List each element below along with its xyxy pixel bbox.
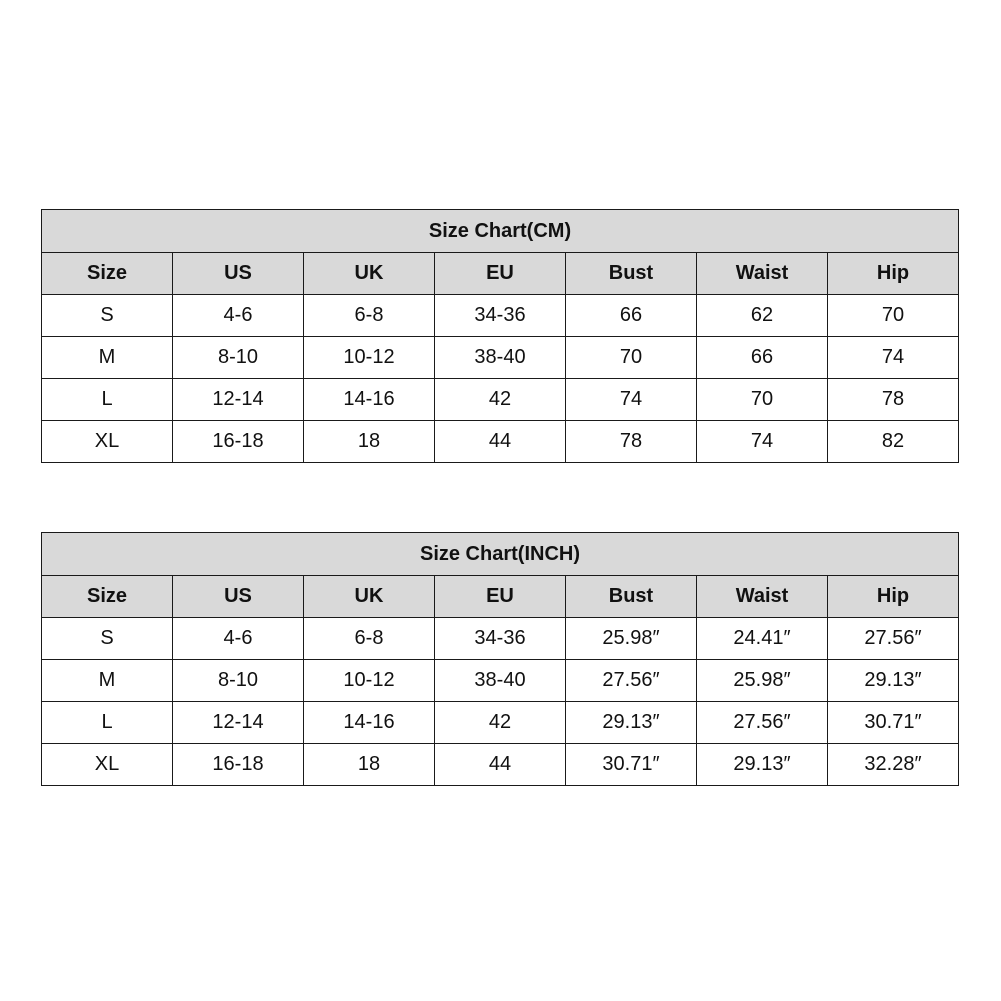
table-cell: M bbox=[42, 337, 173, 379]
table-cell: 6-8 bbox=[304, 618, 435, 660]
table-cell: 30.71″ bbox=[828, 702, 959, 744]
table-header-row bbox=[42, 253, 959, 295]
table-header-row bbox=[42, 576, 959, 618]
table-cell: 44 bbox=[435, 421, 566, 463]
table-cell: 25.98″ bbox=[697, 660, 828, 702]
column-header-eu: EU bbox=[435, 576, 566, 618]
table-cell: 8-10 bbox=[173, 337, 304, 379]
table-row bbox=[42, 702, 959, 744]
table-cell: 66 bbox=[566, 295, 697, 337]
table-cell: 16-18 bbox=[173, 744, 304, 786]
table-cell: 32.28″ bbox=[828, 744, 959, 786]
table-row bbox=[42, 295, 959, 337]
table-cell: 66 bbox=[697, 337, 828, 379]
column-header-hip: Hip bbox=[828, 576, 959, 618]
column-header-us: US bbox=[173, 253, 304, 295]
table-cell: 6-8 bbox=[304, 295, 435, 337]
table-cell: 29.13″ bbox=[697, 744, 828, 786]
table-cell: 34-36 bbox=[435, 295, 566, 337]
table-cell: 27.56″ bbox=[697, 702, 828, 744]
table-row bbox=[42, 421, 959, 463]
table-cell: 30.71″ bbox=[566, 744, 697, 786]
column-header-uk: UK bbox=[304, 253, 435, 295]
table-cell: 4-6 bbox=[173, 295, 304, 337]
table-cell: S bbox=[42, 295, 173, 337]
column-header-size: Size bbox=[42, 253, 173, 295]
table-cell: 12-14 bbox=[173, 702, 304, 744]
column-header-size: Size bbox=[42, 576, 173, 618]
table-title: Size Chart(INCH) bbox=[42, 533, 959, 576]
table-cell: 44 bbox=[435, 744, 566, 786]
table-cell: 10-12 bbox=[304, 660, 435, 702]
table-cell: 14-16 bbox=[304, 379, 435, 421]
table-row bbox=[42, 337, 959, 379]
table-cell: 24.41″ bbox=[697, 618, 828, 660]
table-cell: XL bbox=[42, 421, 173, 463]
table-cell: 27.56″ bbox=[828, 618, 959, 660]
table-cell: 12-14 bbox=[173, 379, 304, 421]
table-row bbox=[42, 660, 959, 702]
table-cell: L bbox=[42, 702, 173, 744]
table-cell: 78 bbox=[828, 379, 959, 421]
table-cell: 34-36 bbox=[435, 618, 566, 660]
table-cell: 70 bbox=[697, 379, 828, 421]
table-row bbox=[42, 379, 959, 421]
table-cell: 38-40 bbox=[435, 337, 566, 379]
table-row bbox=[42, 744, 959, 786]
table-title: Size Chart(CM) bbox=[42, 210, 959, 253]
table-cell: 38-40 bbox=[435, 660, 566, 702]
column-header-waist: Waist bbox=[697, 253, 828, 295]
table-title-row bbox=[42, 533, 959, 576]
size-chart-inch-table bbox=[41, 532, 959, 786]
table-cell: 74 bbox=[697, 421, 828, 463]
table-title-row bbox=[42, 210, 959, 253]
table-cell: 16-18 bbox=[173, 421, 304, 463]
table-cell: 10-12 bbox=[304, 337, 435, 379]
table-row bbox=[42, 618, 959, 660]
column-header-bust: Bust bbox=[566, 576, 697, 618]
size-chart-cm-table bbox=[41, 209, 959, 463]
table-cell: L bbox=[42, 379, 173, 421]
column-header-us: US bbox=[173, 576, 304, 618]
table-cell: 25.98″ bbox=[566, 618, 697, 660]
table-cell: 82 bbox=[828, 421, 959, 463]
table-cell: 4-6 bbox=[173, 618, 304, 660]
table-cell: XL bbox=[42, 744, 173, 786]
column-header-hip: Hip bbox=[828, 253, 959, 295]
table-cell: 18 bbox=[304, 421, 435, 463]
table-cell: 27.56″ bbox=[566, 660, 697, 702]
table-cell: 29.13″ bbox=[828, 660, 959, 702]
column-header-eu: EU bbox=[435, 253, 566, 295]
table-cell: 78 bbox=[566, 421, 697, 463]
table-cell: M bbox=[42, 660, 173, 702]
table-cell: 74 bbox=[566, 379, 697, 421]
table-cell: 29.13″ bbox=[566, 702, 697, 744]
table-cell: 74 bbox=[828, 337, 959, 379]
column-header-bust: Bust bbox=[566, 253, 697, 295]
table-cell: 18 bbox=[304, 744, 435, 786]
column-header-uk: UK bbox=[304, 576, 435, 618]
table-cell: S bbox=[42, 618, 173, 660]
table-cell: 14-16 bbox=[304, 702, 435, 744]
table-cell: 62 bbox=[697, 295, 828, 337]
table-cell: 42 bbox=[435, 379, 566, 421]
table-cell: 70 bbox=[566, 337, 697, 379]
table-cell: 42 bbox=[435, 702, 566, 744]
table-cell: 8-10 bbox=[173, 660, 304, 702]
column-header-waist: Waist bbox=[697, 576, 828, 618]
table-cell: 70 bbox=[828, 295, 959, 337]
